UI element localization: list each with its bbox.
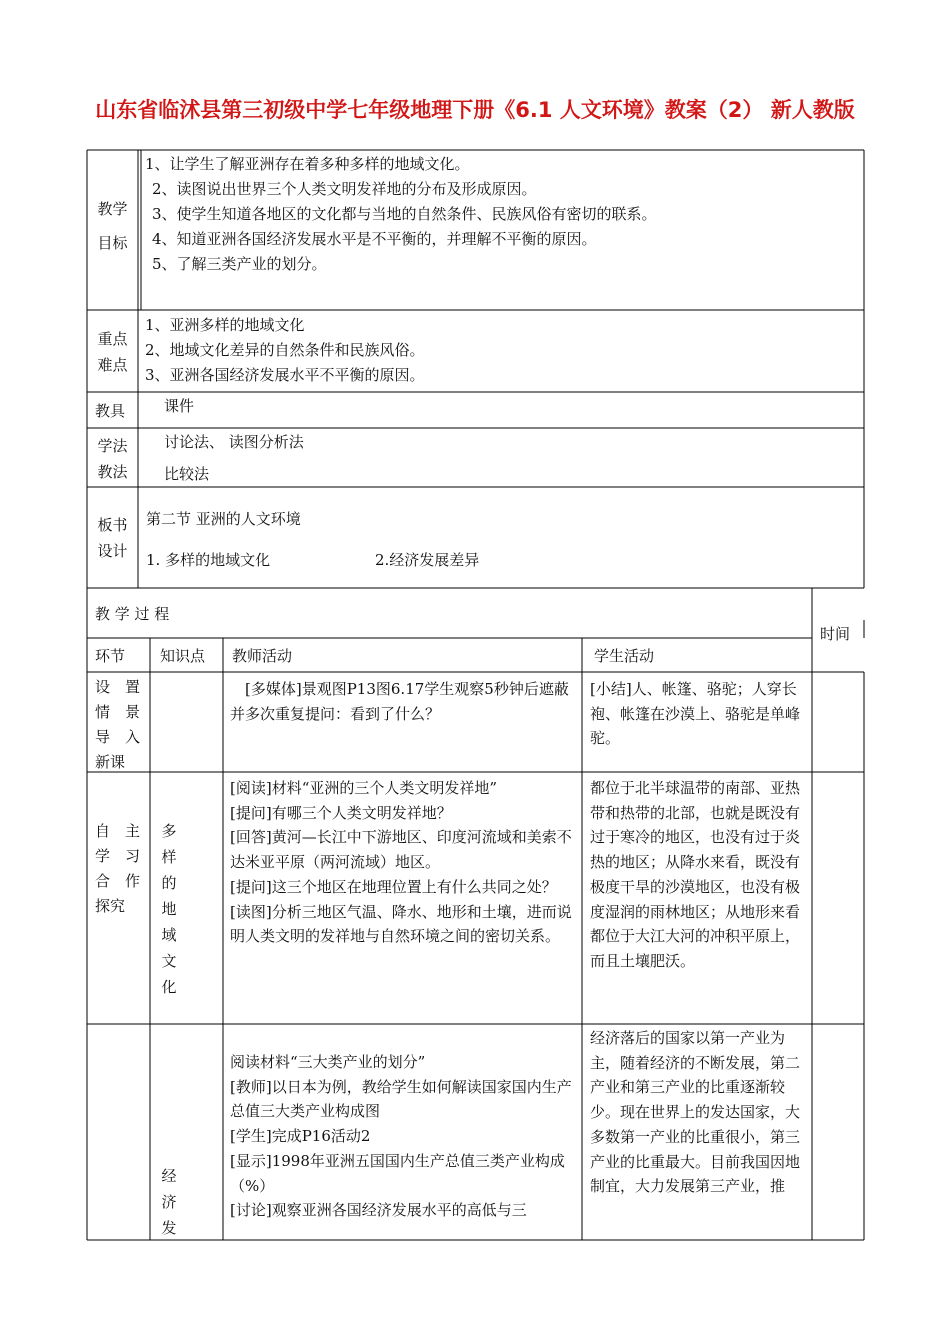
col-stage-header: 环节 [95,647,126,665]
tools-label: 教具 [95,402,126,420]
col-knowledge-header: 知识点 [160,647,206,665]
stage-line: 情 景 [95,703,141,721]
student-activity: 都位于北半球温带的南部、亚热带和热带的北部，也就是既没有过于寒冷的地区，也没有过于炎热的地区；从降水来看，既没有极度干旱的沙漠地区，也没有极度湿润的雨林地区；从地形来看都位于大江大河的冲积平原上，而且土壤肥沃。 [590,779,801,970]
stage-line: 设 置 [95,678,141,696]
col-teacher-header: 教师活动 [232,647,293,665]
teacher-activity: [阅读]材料“亚洲的三个人类文明发祥地” [提问]有哪三个人类文明发祥地？ [回答]黄河—长江中下游地区、印度河流域和美索不达米亚平原（两河流域）地区。 [提问]这三个地区在地理位置上有什么共同之处？ [读图]分析三地区气温、降水、地形和土壤，进而说明人类文明的发祥地与自然环境之间的密切关系。 [230,779,572,946]
key-point-item: 3、亚洲各国经济发展水平不平衡的原因。 [145,366,425,384]
key-points-label: 重点 难点 [97,330,128,374]
key-point-item: 2、地域文化差异的自然条件和民族风俗。 [145,341,425,359]
time-header: 时间 [820,625,851,643]
objective-item: 2、读图说出世界三个人类文明发祥地的分布及形成原因。 [152,180,537,198]
student-activity: [小结]人、帐篷、骆驼；人穿长袍、帐篷在沙漠上、骆驼是单峰驼。 [590,680,801,748]
stage-line: 合 作 [95,872,141,890]
student-activity: 经济落后的国家以第一产业为主，随着经济的不断发展，第二产业和第三产业的比重逐渐较少。现在世界上的发达国家，大多数第一产业的比重很小，第三产业的比重最大。目前我国因地制宜，大力发展第三产业，推 [590,1029,801,1196]
objectives-label: 教学 目标 [97,200,128,252]
stage-line: 探究 [95,897,126,915]
stage-line: 自 主 [95,822,141,840]
objective-item: 4、知道亚洲各国经济发展水平是不平衡的，并理解不平衡的原因。 [152,230,597,248]
page-title: 山东省临沭县第三初级中学七年级地理下册《6.1 人文环境》教案（2） 新人教版 [95,98,855,122]
key-point-item: 1、亚洲多样的地域文化 [145,316,305,334]
board-item-2: 2.经济发展差异 [375,551,480,569]
knowledge-point: 经济发 [161,1167,177,1237]
board-item-1: 1. 多样的地域文化 [146,551,271,569]
stage-line: 新课 [95,753,126,771]
objective-item: 1、让学生了解亚洲存在着多种多样的地域文化。 [145,155,470,173]
methods-line-2: 比较法 [164,465,210,483]
stage-line: 学 习 [95,847,141,865]
teacher-activity: [多媒体]景观图P13图6.17学生观察5秒钟后遮蔽并多次重复提问：看到了什么？ [230,680,569,723]
board-heading: 第二节 亚洲的人文环境 [146,510,301,528]
methods-label: 学法 教法 [97,437,128,481]
tools-value: 课件 [164,397,195,415]
teacher-activity: 阅读材料“三大类产业的划分” [教师]以日本为例，教给学生如何解读国家国内生产总值三大类产业构成图 [学生]完成P16活动2 [显示]1998年亚洲五国国内生产总值三类产业构成（%） [讨论]观察亚洲各国经济发展水平的高低与三 [230,1053,572,1220]
process-header: 教 学 过 程 [95,605,170,623]
knowledge-point: 多样的地域文化 [161,822,177,996]
col-student-header: 学生活动 [594,647,655,665]
board-label: 板书 设计 [97,516,128,560]
stage-line: 导 入 [95,728,141,746]
objective-item: 3、使学生知道各地区的文化都与当地的自然条件、民族风俗有密切的联系。 [152,205,657,223]
methods-line-1: 讨论法、 读图分析法 [164,433,304,451]
objective-item: 5、了解三类产业的划分。 [152,255,327,273]
